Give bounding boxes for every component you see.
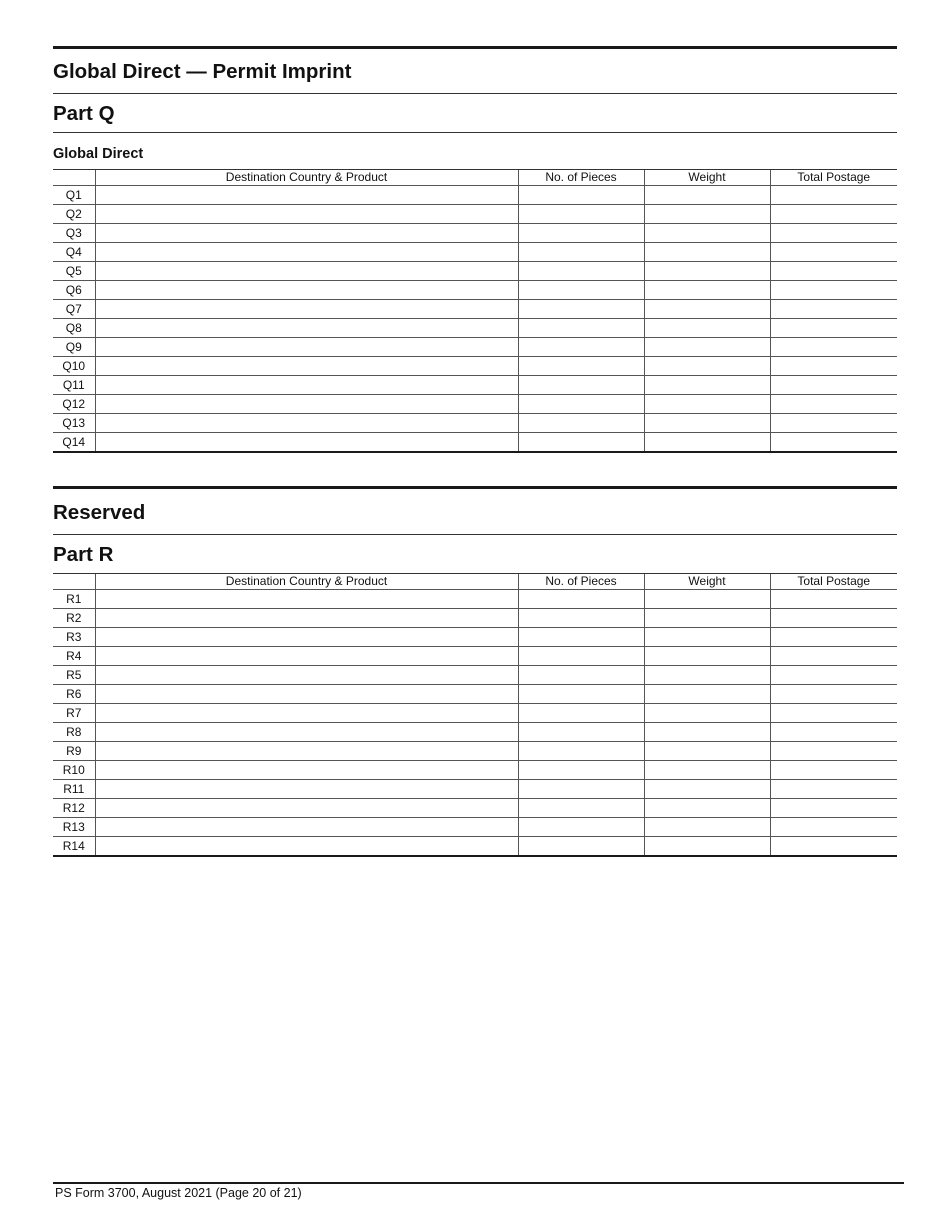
form-footer: PS Form 3700, August 2021 (Page 20 of 21) (55, 1186, 302, 1200)
pieces-field[interactable] (518, 590, 644, 609)
destination-field[interactable] (95, 799, 518, 818)
total-postage-field[interactable] (770, 433, 897, 453)
weight-field[interactable] (644, 761, 770, 780)
column-header-pieces: No. of Pieces (518, 574, 644, 590)
pieces-field[interactable] (518, 281, 644, 300)
table-row (53, 647, 897, 666)
table-row (53, 780, 897, 799)
destination-field[interactable] (95, 609, 518, 628)
row-label: Q4 (53, 243, 95, 262)
row-label: R12 (53, 799, 95, 818)
weight-field[interactable] (644, 666, 770, 685)
pieces-field[interactable] (518, 205, 644, 224)
part-q-divider (53, 132, 897, 133)
row-label: R8 (53, 723, 95, 742)
pieces-field[interactable] (518, 666, 644, 685)
row-label: R14 (53, 837, 95, 857)
column-header-weight: Weight (644, 574, 770, 590)
weight-field[interactable] (644, 742, 770, 761)
section-q-top-rule (53, 46, 897, 49)
total-postage-field[interactable] (770, 590, 897, 609)
table-row (53, 262, 897, 281)
row-label: Q8 (53, 319, 95, 338)
section-r-title: Reserved (53, 501, 146, 524)
pieces-field[interactable] (518, 609, 644, 628)
total-postage-field[interactable] (770, 376, 897, 395)
column-header-total-postage: Total Postage (770, 170, 897, 186)
weight-field[interactable] (644, 338, 770, 357)
total-postage-field[interactable] (770, 300, 897, 319)
total-postage-field[interactable] (770, 414, 897, 433)
weight-field[interactable] (644, 609, 770, 628)
total-postage-field[interactable] (770, 319, 897, 338)
table-row (53, 433, 897, 453)
part-q-table-body (53, 186, 897, 453)
row-label: R5 (53, 666, 95, 685)
table-row (53, 609, 897, 628)
total-postage-field[interactable] (770, 780, 897, 799)
destination-field[interactable] (95, 186, 518, 205)
part-r-heading: Part R (53, 543, 114, 566)
row-label: Q6 (53, 281, 95, 300)
row-label: R9 (53, 742, 95, 761)
part-q-table (53, 169, 897, 453)
row-label: R3 (53, 628, 95, 647)
pieces-field[interactable] (518, 262, 644, 281)
total-postage-field[interactable] (770, 281, 897, 300)
weight-field[interactable] (644, 647, 770, 666)
part-q-subtitle: Global Direct (53, 146, 144, 162)
row-label: Q14 (53, 433, 95, 453)
total-postage-field[interactable] (770, 186, 897, 205)
total-postage-field[interactable] (770, 357, 897, 376)
destination-field[interactable] (95, 685, 518, 704)
table-row (53, 414, 897, 433)
row-label: R1 (53, 590, 95, 609)
table-row (53, 243, 897, 262)
weight-field[interactable] (644, 357, 770, 376)
weight-field[interactable] (644, 186, 770, 205)
destination-field[interactable] (95, 319, 518, 338)
destination-field[interactable] (95, 590, 518, 609)
pieces-field[interactable] (518, 761, 644, 780)
destination-field[interactable] (95, 224, 518, 243)
row-label: Q13 (53, 414, 95, 433)
total-postage-field[interactable] (770, 723, 897, 742)
weight-field[interactable] (644, 319, 770, 338)
table-row (53, 742, 897, 761)
total-postage-field[interactable] (770, 799, 897, 818)
table-row (53, 799, 897, 818)
weight-field[interactable] (644, 395, 770, 414)
weight-field[interactable] (644, 243, 770, 262)
table-row (53, 628, 897, 647)
weight-field[interactable] (644, 262, 770, 281)
section-r-top-rule (53, 486, 897, 489)
weight-field[interactable] (644, 628, 770, 647)
pieces-field[interactable] (518, 685, 644, 704)
pieces-field[interactable] (518, 647, 644, 666)
footer-rule (53, 1182, 904, 1184)
destination-field[interactable] (95, 761, 518, 780)
pieces-field[interactable] (518, 704, 644, 723)
pieces-field[interactable] (518, 742, 644, 761)
destination-field[interactable] (95, 262, 518, 281)
table-row (53, 685, 897, 704)
table-row (53, 338, 897, 357)
table-row (53, 357, 897, 376)
destination-field[interactable] (95, 433, 518, 453)
destination-field[interactable] (95, 338, 518, 357)
weight-field[interactable] (644, 780, 770, 799)
destination-field[interactable] (95, 243, 518, 262)
destination-field[interactable] (95, 300, 518, 319)
destination-field[interactable] (95, 414, 518, 433)
weight-field[interactable] (644, 281, 770, 300)
destination-field[interactable] (95, 647, 518, 666)
pieces-field[interactable] (518, 723, 644, 742)
weight-field[interactable] (644, 818, 770, 837)
destination-field[interactable] (95, 704, 518, 723)
pieces-field[interactable] (518, 799, 644, 818)
table-row (53, 224, 897, 243)
pieces-field[interactable] (518, 837, 644, 857)
row-label: Q9 (53, 338, 95, 357)
pieces-field[interactable] (518, 224, 644, 243)
weight-field[interactable] (644, 300, 770, 319)
destination-field[interactable] (95, 666, 518, 685)
table-row (53, 666, 897, 685)
destination-field[interactable] (95, 357, 518, 376)
pieces-field[interactable] (518, 628, 644, 647)
weight-field[interactable] (644, 433, 770, 453)
weight-field[interactable] (644, 723, 770, 742)
total-postage-field[interactable] (770, 837, 897, 857)
column-header-line (53, 574, 95, 590)
destination-field[interactable] (95, 837, 518, 857)
row-label: R10 (53, 761, 95, 780)
table-row (53, 837, 897, 857)
weight-field[interactable] (644, 414, 770, 433)
destination-field[interactable] (95, 395, 518, 414)
total-postage-field[interactable] (770, 685, 897, 704)
pieces-field[interactable] (518, 319, 644, 338)
total-postage-field[interactable] (770, 704, 897, 723)
row-label: R11 (53, 780, 95, 799)
total-postage-field[interactable] (770, 628, 897, 647)
section-q-title: Global Direct — Permit Imprint (53, 60, 352, 83)
destination-field[interactable] (95, 376, 518, 395)
total-postage-field[interactable] (770, 262, 897, 281)
destination-field[interactable] (95, 281, 518, 300)
row-label: R6 (53, 685, 95, 704)
part-r-table-body (53, 590, 897, 857)
total-postage-field[interactable] (770, 205, 897, 224)
total-postage-field[interactable] (770, 647, 897, 666)
weight-field[interactable] (644, 837, 770, 857)
table-row (53, 376, 897, 395)
column-header-destination: Destination Country & Product (95, 574, 518, 590)
table-row (53, 395, 897, 414)
table-row (53, 761, 897, 780)
table-row (53, 319, 897, 338)
column-header-weight: Weight (644, 170, 770, 186)
total-postage-field[interactable] (770, 761, 897, 780)
destination-field[interactable] (95, 723, 518, 742)
pieces-field[interactable] (518, 376, 644, 395)
total-postage-field[interactable] (770, 666, 897, 685)
weight-field[interactable] (644, 685, 770, 704)
section-r-divider (53, 534, 897, 535)
row-label: Q3 (53, 224, 95, 243)
part-r-header-row (53, 574, 897, 590)
row-label: Q5 (53, 262, 95, 281)
table-row (53, 818, 897, 837)
weight-field[interactable] (644, 704, 770, 723)
weight-field[interactable] (644, 590, 770, 609)
table-row (53, 205, 897, 224)
table-row (53, 186, 897, 205)
table-row (53, 300, 897, 319)
table-row (53, 704, 897, 723)
section-q-divider (53, 93, 897, 94)
row-label: R4 (53, 647, 95, 666)
total-postage-field[interactable] (770, 395, 897, 414)
pieces-field[interactable] (518, 414, 644, 433)
row-label: Q10 (53, 357, 95, 376)
row-label: R13 (53, 818, 95, 837)
destination-field[interactable] (95, 628, 518, 647)
pieces-field[interactable] (518, 338, 644, 357)
weight-field[interactable] (644, 205, 770, 224)
row-label: R7 (53, 704, 95, 723)
pieces-field[interactable] (518, 300, 644, 319)
destination-field[interactable] (95, 205, 518, 224)
table-row (53, 281, 897, 300)
column-header-total-postage: Total Postage (770, 574, 897, 590)
pieces-field[interactable] (518, 780, 644, 799)
destination-field[interactable] (95, 742, 518, 761)
total-postage-field[interactable] (770, 742, 897, 761)
pieces-field[interactable] (518, 395, 644, 414)
row-label: Q1 (53, 186, 95, 205)
destination-field[interactable] (95, 818, 518, 837)
pieces-field[interactable] (518, 433, 644, 453)
weight-field[interactable] (644, 376, 770, 395)
pieces-field[interactable] (518, 243, 644, 262)
row-label: Q12 (53, 395, 95, 414)
total-postage-field[interactable] (770, 243, 897, 262)
row-label: Q11 (53, 376, 95, 395)
destination-field[interactable] (95, 780, 518, 799)
part-q-header-row (53, 170, 897, 186)
row-label: Q7 (53, 300, 95, 319)
total-postage-field[interactable] (770, 609, 897, 628)
pieces-field[interactable] (518, 818, 644, 837)
table-row (53, 723, 897, 742)
weight-field[interactable] (644, 224, 770, 243)
total-postage-field[interactable] (770, 224, 897, 243)
row-label: R2 (53, 609, 95, 628)
column-header-pieces: No. of Pieces (518, 170, 644, 186)
total-postage-field[interactable] (770, 818, 897, 837)
part-r-table (53, 573, 897, 857)
column-header-destination: Destination Country & Product (95, 170, 518, 186)
pieces-field[interactable] (518, 186, 644, 205)
pieces-field[interactable] (518, 357, 644, 376)
table-row (53, 590, 897, 609)
weight-field[interactable] (644, 799, 770, 818)
total-postage-field[interactable] (770, 338, 897, 357)
column-header-line (53, 170, 95, 186)
row-label: Q2 (53, 205, 95, 224)
part-q-heading: Part Q (53, 102, 115, 125)
